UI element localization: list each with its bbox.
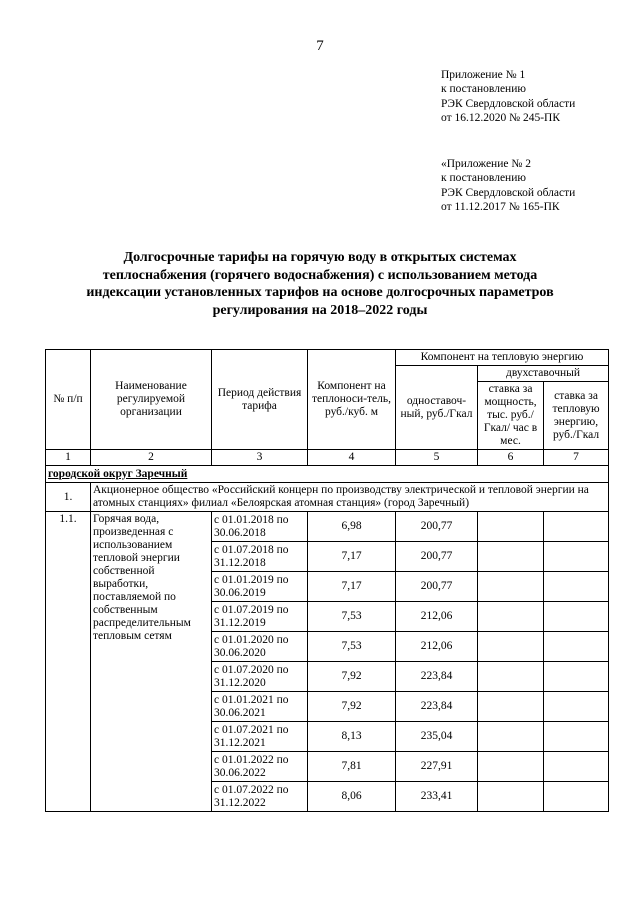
capacity-rate-cell: [478, 782, 544, 812]
capacity-rate-cell: [478, 512, 544, 542]
period-cell: с 01.01.2018 по 30.06.2018: [212, 512, 308, 542]
energy-rate-cell: [544, 632, 609, 662]
carrier-cell: 7,53: [308, 602, 396, 632]
carrier-cell: 7,92: [308, 662, 396, 692]
single-rate-cell: 223,84: [396, 692, 478, 722]
energy-rate-cell: [544, 512, 609, 542]
annex-line: к постановлению: [441, 83, 526, 96]
title-line: регулирования на 2018–2022 годы: [212, 302, 428, 318]
energy-rate-cell: [544, 692, 609, 722]
org-index: 1.: [46, 483, 91, 512]
col-number: 2: [91, 450, 212, 466]
single-rate-cell: 227,91: [396, 752, 478, 782]
annex-line: от 11.12.2017 № 165-ПК: [441, 201, 560, 214]
carrier-cell: 7,81: [308, 752, 396, 782]
carrier-cell: 8,06: [308, 782, 396, 812]
col-number: 1: [46, 450, 91, 466]
energy-rate-cell: [544, 752, 609, 782]
service-index: 1.1.: [46, 512, 91, 812]
annex-line: РЭК Свердловской области: [441, 186, 576, 199]
col-number: 4: [308, 450, 396, 466]
annex-line: Приложение № 1: [441, 69, 526, 81]
carrier-cell: 8,13: [308, 722, 396, 752]
energy-rate-cell: [544, 662, 609, 692]
energy-rate-cell: [544, 722, 609, 752]
period-cell: с 01.07.2018 по 31.12.2018: [212, 542, 308, 572]
col-number: 6: [478, 450, 544, 466]
capacity-rate-cell: [478, 752, 544, 782]
single-rate-cell: 200,77: [396, 542, 478, 572]
period-cell: с 01.01.2019 по 30.06.2019: [212, 572, 308, 602]
annex-line: «Приложение № 2: [441, 158, 531, 170]
period-cell: с 01.01.2020 по 30.06.2020: [212, 632, 308, 662]
header-period: Период действия тарифа: [212, 350, 308, 450]
header-capacity: ставка за мощность, тыс. руб./Гкал/ час в мес.: [478, 382, 544, 450]
single-rate-cell: 212,06: [396, 632, 478, 662]
col-number: 7: [544, 450, 609, 466]
col-number: 5: [396, 450, 478, 466]
capacity-rate-cell: [478, 572, 544, 602]
carrier-cell: 7,17: [308, 542, 396, 572]
capacity-rate-cell: [478, 692, 544, 722]
page-number: 7: [316, 38, 324, 54]
org-name: Акционерное общество «Российский концерн по производству электрической и тепловой энергии на атомных станциях» филиал «Белоярская атомная станция» (город Заречный): [91, 483, 609, 512]
single-rate-cell: 200,77: [396, 512, 478, 542]
header-carrier: Компонент на теплоноси-тель, руб./куб. м: [308, 350, 396, 450]
carrier-cell: 7,17: [308, 572, 396, 602]
capacity-rate-cell: [478, 662, 544, 692]
title-line: Долгосрочные тарифы на горячую воду в открытых системах: [123, 250, 517, 265]
header-single: одноставоч-ный, руб./Гкал: [396, 366, 478, 450]
annex-1-header: [441, 68, 575, 126]
capacity-rate-cell: [478, 542, 544, 572]
document-title: [60, 249, 580, 319]
period-cell: с 01.01.2022 по 30.06.2022: [212, 752, 308, 782]
capacity-rate-cell: [478, 722, 544, 752]
capacity-rate-cell: [478, 632, 544, 662]
energy-rate-cell: [544, 782, 609, 812]
annex-2-header: [441, 157, 575, 215]
energy-rate-cell: [544, 602, 609, 632]
energy-rate-cell: [544, 572, 609, 602]
col-number: 3: [212, 450, 308, 466]
single-rate-cell: 212,06: [396, 602, 478, 632]
service-name: Горячая вода, произведенная с использованием тепловой энергии собственной выработки, поставляемой по собственным распределительным тепловым сетям: [91, 512, 212, 812]
annex-line: РЭК Свердловской области: [441, 97, 576, 110]
header-org: Наименование регулируемой организации: [91, 350, 212, 450]
carrier-cell: 7,92: [308, 692, 396, 722]
period-cell: с 01.07.2020 по 31.12.2020: [212, 662, 308, 692]
tariff-table: [45, 349, 609, 812]
table-row: [46, 512, 609, 542]
period-cell: с 01.01.2021 по 30.06.2021: [212, 692, 308, 722]
capacity-rate-cell: [478, 602, 544, 632]
single-rate-cell: 223,84: [396, 662, 478, 692]
header-num: № п/п: [46, 350, 91, 450]
header-energy-rate: ставка за тепловую энергию, руб./Гкал: [544, 382, 609, 450]
title-line: теплоснабжения (горячего водоснабжения) с использованием метода: [102, 267, 538, 283]
annex-line: от 16.12.2020 № 245-ПК: [441, 112, 561, 125]
header-double: двухставочный: [478, 366, 609, 382]
carrier-cell: 6,98: [308, 512, 396, 542]
single-rate-cell: 200,77: [396, 572, 478, 602]
period-cell: с 01.07.2021 по 31.12.2021: [212, 722, 308, 752]
energy-rate-cell: [544, 542, 609, 572]
region-name: городской округ Заречный: [46, 466, 609, 483]
header-energy: Компонент на тепловую энергию: [396, 350, 609, 366]
period-cell: с 01.07.2022 по 31.12.2022: [212, 782, 308, 812]
single-rate-cell: 235,04: [396, 722, 478, 752]
period-cell: с 01.07.2019 по 31.12.2019: [212, 602, 308, 632]
annex-line: к постановлению: [441, 172, 526, 185]
carrier-cell: 7,53: [308, 632, 396, 662]
single-rate-cell: 233,41: [396, 782, 478, 812]
title-line: индексации установленных тарифов на основе долгосрочных параметров: [86, 285, 554, 300]
